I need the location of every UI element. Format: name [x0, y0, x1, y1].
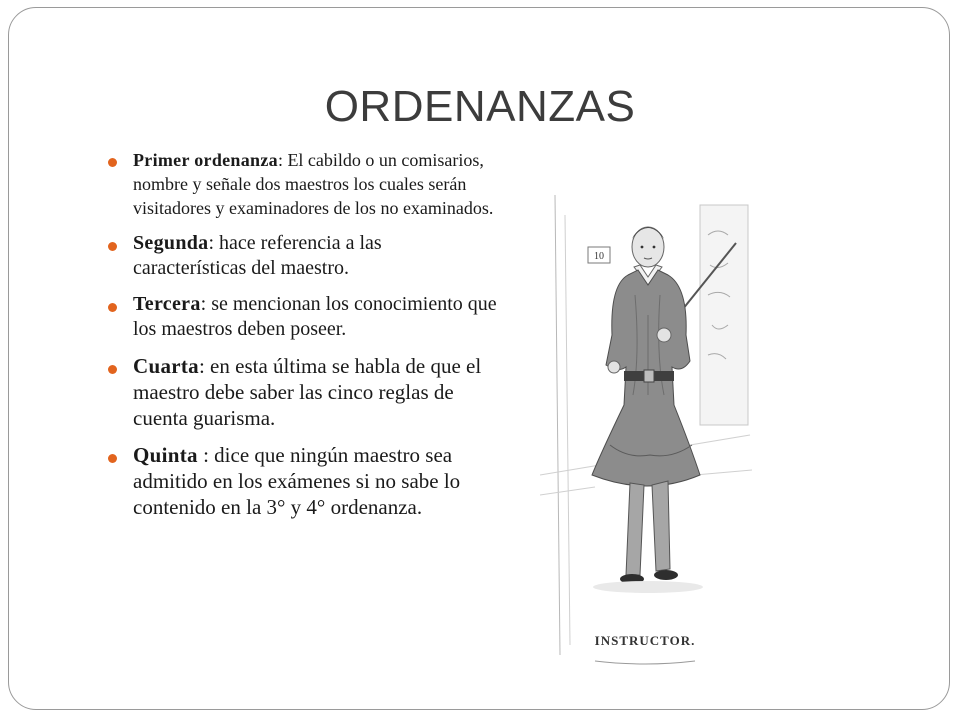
instructor-illustration: [540, 175, 755, 680]
bullet-item-cuarta: [108, 353, 498, 431]
bullet-dot-icon: [108, 303, 117, 312]
bullet-text: : en esta última se habla de que el maestro debe saber las cinco reglas de cuenta guarisma.: [133, 354, 482, 430]
bullet-list: [108, 148, 498, 531]
bullet-term: Cuarta: [133, 354, 199, 378]
bullet-item-quinta: [108, 442, 498, 520]
slide-title: ORDENANZAS: [324, 82, 636, 131]
bullet-text: : dice que ningún maestro sea admitido en los exámenes si no sabe lo contenido en la 3° y 4° ordenanza.: [133, 443, 461, 519]
bullet-item-segunda: [108, 231, 498, 281]
bullet-dot-icon: [108, 242, 117, 251]
bullet-term: Primer ordenanza: [133, 150, 278, 170]
bullet-item-primera: [108, 148, 498, 220]
bullet-item-tercera: [108, 292, 498, 342]
bullet-text: : hace referencia a las características del maestro.: [133, 232, 382, 279]
bullet-term: Quinta: [133, 443, 198, 467]
bullet-dot-icon: [108, 158, 117, 167]
bullet-text: : El cabildo o un comisarios, nombre y señale dos maestros los cuales serán visitadores y examinadores de los no examinados.: [133, 150, 494, 218]
board-number-sign: [588, 247, 610, 263]
bullet-term: Tercera: [133, 293, 201, 315]
bullet-dot-icon: [108, 365, 117, 374]
bullet-dot-icon: [108, 454, 117, 463]
bullet-term: Segunda: [133, 232, 209, 254]
instructor-figure: [592, 227, 703, 593]
board-number: 10: [594, 251, 604, 262]
illustration-caption: INSTRUCTOR.: [594, 633, 696, 648]
caption-underline-scribble: [595, 661, 695, 664]
bullet-text: : se mencionan los conocimiento que los maestros deben poseer.: [133, 293, 497, 340]
